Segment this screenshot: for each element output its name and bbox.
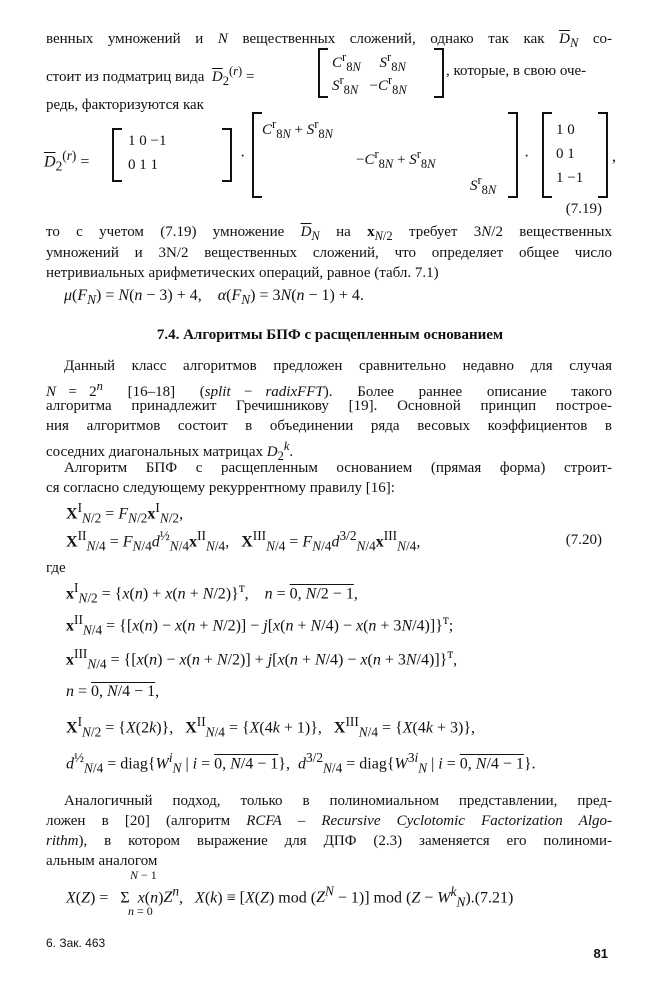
text-line: где: [46, 560, 66, 576]
comma: ,: [612, 148, 616, 165]
def-line: $x^I_{N/2} = \{x(n) + x(n + N/2)\}^т$, n = 0, N/2 − 1,: [66, 580, 358, 606]
eq-7-19-lhs: $\overline{D}_2^{(r)}$ =: [44, 148, 90, 174]
matrix1-bracket-left: [112, 128, 122, 182]
text-line: нетривиальных арифметических операций, равное (табл. 7.1): [46, 265, 439, 281]
text-line: венных умножений и N вещественных сложений, однако так как $\overline{D}_N$ со-: [46, 31, 613, 50]
matrix-bracket-right: [434, 48, 444, 98]
matrix2-bracket-left: [252, 112, 262, 198]
def-line: n = 0, N/4 − 1,: [66, 683, 160, 700]
matrix3-row-2: 0 1: [556, 146, 575, 162]
matrix1-row-2: 0 1 1: [128, 157, 158, 173]
matrix2-row-1: $C^r_{8N} + S^r_{8N}$: [262, 117, 334, 141]
equation-number: (7.19): [565, 201, 602, 217]
text-line: стоит из подматриц вида $\overline{D}_2^{(r)}$ =: [46, 64, 255, 88]
text-line: то с учетом (7.19) умножение $\overline{D}_N$ на $x_{N/2}$ требует 3N/2 вещественных: [46, 224, 612, 243]
footer-note: 6. Зак. 463: [46, 936, 106, 950]
text-line: Данный класс алгоритмов предложен сравнительно недавно для случая: [64, 358, 612, 374]
matrix3-bracket-left: [542, 112, 552, 198]
text-line: Аналогичный подход, только в полиномиальном представлении, пред-: [64, 793, 612, 809]
text-line: , которые, в свою оче-: [446, 63, 587, 79]
text-line: редь, факторизуются как: [46, 97, 204, 113]
text-line: ния алгоритмов состоит в объединении ряда весовых коэффициентов в: [46, 418, 612, 434]
text-line: ложен в [20] (алгоритм RCFA – Recursive Cyclotomic Factorization Algo-: [46, 813, 612, 829]
equation-number: (7.20): [565, 532, 602, 548]
text-line: умножений и 3N/2 вещественных сложений, что определяет общее число: [46, 245, 612, 261]
matrix3-row-3: 1 −1: [556, 170, 584, 186]
matrix2-bracket-right: [508, 112, 518, 198]
text-line: $N = 2^n$ [16–18] (split − radixFFT). Более раннее описание такого: [46, 379, 612, 400]
equation-mu: $\mu(F_N) = N(n - 3) + 4$, $\alpha(F_N) = 3N(n - 1) + 4$.: [64, 287, 364, 308]
dot-operator: ·: [240, 148, 246, 165]
text-line: ся согласно следующему рекуррентному правилу [16]:: [46, 480, 395, 496]
page-number: 81: [593, 946, 608, 961]
matrix2-row-3: $S^r_{8N}$: [470, 173, 497, 197]
matrix1-row-1: 1 0 −1: [128, 133, 167, 149]
section-title: 7.4. Алгоритмы БПФ с расщепленным основанием: [156, 327, 504, 343]
sum-upper-limit: N − 1: [130, 868, 157, 882]
sum-lower-limit: n = 0: [128, 904, 153, 918]
def-line: $X^I_{N/2} = \{X(2k)\}$, $X^{II}_{N/4} = \{X(4k + 1)\}$, $X^{III}_{N/4} = \{X(4k + 3)\}$,: [66, 714, 475, 740]
def-line: $d^{\frac{1}{2}}_{N/4}$ = $diag\{W^i_N$ | i = 0, N/4 − 1}, $d^{3/2}_{N/4}$ = $diag\{W^{3i}_N$ | i = 0, N/4 − 1}.: [66, 750, 536, 776]
matrix2-row-2: $-C^r_{8N} + S^r_{8N}$: [356, 147, 436, 171]
eq-7-20-line1: $X^I_{N/2} = F_{N/2}x^I_{N/2}$,: [66, 500, 184, 526]
def-line: $x^{III}_{N/4} = \{[x(n) - x(n + N/2)] + j[x(n + N/4) - x(n + 3N/4)]\}^т$,: [66, 646, 458, 672]
matrix3-bracket-right: [598, 112, 608, 198]
text-line: альным аналогом: [46, 853, 158, 869]
submatrix-row-2: $S^r_{8N} -C^r_{8N}$: [332, 73, 407, 97]
text-line: rithm), в котором выражение для ДПФ (2.3) заменяется его полиноми-: [46, 833, 612, 849]
eq-7-20-line2: $X^{II}_{N/4} = F_{N/4}d^{\frac{1}{2}}_{N/4}x^{II}_{N/4}$, $X^{III}_{N/4} = F_{N/4}d^{3/2}_{N/4}x^{III}_{N/4}$,: [66, 528, 421, 554]
matrix-bracket-left: [318, 48, 328, 98]
def-line: $x^{II}_{N/4} = \{[x(n) - x(n + N/2)] - j[x(n + N/4) - x(n + 3N/4)]\}^т$;: [66, 612, 454, 638]
text-line: алгоритма принадлежит Гречишникову [19]. Основной принцип построе-: [46, 398, 612, 414]
matrix1-bracket-right: [222, 128, 232, 182]
text-line: соседних диагональных матрицах $D_2^k$.: [46, 439, 294, 463]
matrix3-row-1: 1 0: [556, 122, 575, 138]
submatrix-row-1: $C^r_{8N}$ $S^r_{8N}$: [332, 50, 406, 74]
dot-operator: ·: [524, 148, 530, 165]
text-line: Алгоритм БПФ с расщепленным основанием (прямая форма) строит-: [64, 460, 612, 476]
eq-7-21: X(Z) = Σ $x(n)Z^n$, X(k) ≡ [X(Z) mod $(Z^N - 1)$] mod $(Z - W^k_N).(7.21)$: [66, 884, 514, 910]
